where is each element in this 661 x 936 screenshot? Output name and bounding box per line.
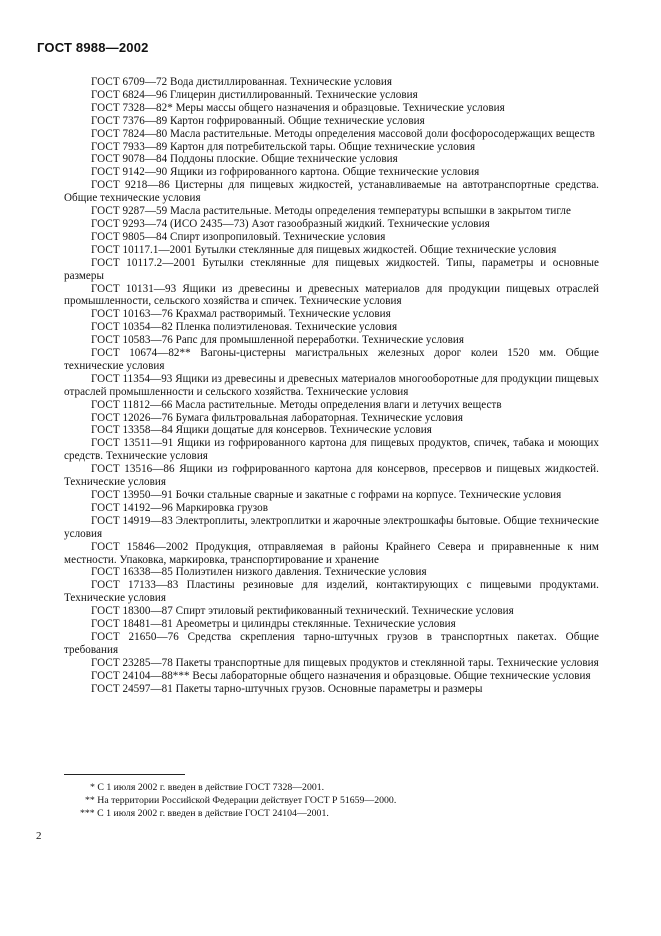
reference-item: ГОСТ 9218—86 Цистерны для пищевых жидкостей, устанавливаемые на автотранспортные средства. Общие технические условия xyxy=(64,179,599,205)
reference-item: ГОСТ 9287—59 Масла растительные. Методы определения температуры вспышки в закрытом тигле xyxy=(91,205,571,218)
reference-item: ГОСТ 15846—2002 Продукция, отправляемая в районы Крайнего Севера и приравненные к ним местности. Упаковка, маркировка, транспортирование и хранение xyxy=(64,540,599,566)
reference-item: ГОСТ 11354—93 Ящики из древесины и древесных материалов многооборотные для продукции пищевых отраслей промышленности и сельского хозяйства. Технические условия xyxy=(64,372,599,398)
reference-item: ГОСТ 7824—80 Масла растительные. Методы определения массовой доли фосфоросодержащих веществ xyxy=(91,127,595,140)
reference-item: ГОСТ 18481—81 Ареометры и цилиндры стеклянные. Технические условия xyxy=(91,618,456,631)
normative-references-list xyxy=(64,76,599,696)
reference-item: ГОСТ 9293—74 (ИСО 2435—73) Азот газообразный жидкий. Технические условия xyxy=(91,217,490,230)
reference-item: ГОСТ 10583—76 Рапс для промышленной переработки. Технические условия xyxy=(91,334,465,347)
reference-item: ГОСТ 10354—82 Пленка полиэтиленовая. Технические условия xyxy=(91,321,398,334)
reference-item: ГОСТ 10163—76 Крахмал растворимый. Технические условия xyxy=(91,308,391,321)
reference-item: ГОСТ 24104—88*** Весы лабораторные общего назначения и образцовые. Общие технические условия xyxy=(91,669,591,682)
reference-item: ГОСТ 7376—89 Картон гофрированный. Общие технические условия xyxy=(91,114,425,127)
reference-item: ГОСТ 18300—87 Спирт этиловый ректификованный технический. Технические условия xyxy=(91,605,514,618)
footnote-separator xyxy=(64,774,185,775)
reference-item: ГОСТ 12026—76 Бумага фильтровальная лабораторная. Технические условия xyxy=(91,411,464,424)
reference-item: ГОСТ 14919—83 Электроплиты, электроплитки и жарочные электрошкафы бытовые. Общие технические условия xyxy=(64,514,600,540)
reference-item: ГОСТ 10117.2—2001 Бутылки стеклянные для пищевых жидкостей. Типы, параметры и основные размеры xyxy=(64,256,599,282)
reference-item: ГОСТ 6709—72 Вода дистиллированная. Технические условия xyxy=(91,76,393,88)
reference-item: ГОСТ 13950—91 Бочки стальные сварные и закатные с гофрами на корпусе. Технические условия xyxy=(91,489,562,501)
reference-item: ГОСТ 9142—90 Ящики из гофрированного картона. Общие технические условия xyxy=(91,166,480,179)
reference-item: ГОСТ 6824—96 Глицерин дистиллированный. Технические условия xyxy=(91,88,418,101)
reference-item: ГОСТ 14192—96 Маркировка грузов xyxy=(91,501,268,514)
reference-item: ГОСТ 10674—82** Вагоны-цистерны магистральных железных дорог колеи 1520 мм. Общие технические условия xyxy=(64,347,599,372)
reference-item: ГОСТ 11812—66 Масла растительные. Методы определения влаги и летучих веществ xyxy=(91,398,502,411)
reference-item: ГОСТ 9805—84 Спирт изопропиловый. Технические условия xyxy=(91,230,386,243)
reference-item: ГОСТ 21650—76 Средства скрепления тарно-штучных грузов в транспортных пакетах. Общие требования xyxy=(64,630,599,656)
footnote: ** На территории Российской Федерации действует ГОСТ Р 51659—2000. xyxy=(85,795,397,806)
footnote: * С 1 июля 2002 г. введен в действие ГОСТ 7328—2001. xyxy=(90,782,325,793)
reference-item: ГОСТ 7933—89 Картон для потребительской тары. Общие технические условия xyxy=(91,140,476,153)
reference-item: ГОСТ 13511—91 Ящики из гофрированного картона для пищевых продуктов, спичек, табака и моющих средств. Технические условия xyxy=(64,437,599,463)
reference-item: ГОСТ 10131—93 Ящики из древесины и древесных материалов для продукции пищевых отраслей промышленности, сельского хозяйства и спичек. Технические условия xyxy=(64,282,599,308)
reference-item: ГОСТ 7328—82* Меры массы общего назначения и образцовые. Технические условия xyxy=(91,101,505,114)
reference-item: ГОСТ 10117.1—2001 Бутылки стеклянные для пищевых жидкостей. Общие технические условия xyxy=(91,243,557,256)
document-header: ГОСТ 8988—2002 xyxy=(37,40,149,55)
footnotes xyxy=(64,781,599,820)
reference-item: ГОСТ 9078—84 Поддоны плоские. Общие технические условия xyxy=(91,153,398,166)
reference-item: ГОСТ 13516—86 Ящики из гофрированного картона для консервов, пресервов и пищевых жидкостей. Технические условия xyxy=(64,463,599,489)
reference-item: ГОСТ 13358—84 Ящики дощатые для консервов. Технические условия xyxy=(91,424,432,437)
footnote: *** С 1 июля 2002 г. введен в действие ГОСТ 24104—2001. xyxy=(80,808,329,819)
reference-item: ГОСТ 24597—81 Пакеты тарно-штучных грузов. Основные параметры и размеры xyxy=(91,682,483,695)
reference-item: ГОСТ 23285—78 Пакеты транспортные для пищевых продуктов и стеклянной тары. Технические условия xyxy=(91,656,599,669)
reference-item: ГОСТ 16338—85 Полиэтилен низкого давления. Технические условия xyxy=(91,566,427,579)
reference-item: ГОСТ 17133—83 Пластины резиновые для изделий, контактирующих с пищевыми продуктами. Технические условия xyxy=(64,579,599,605)
page-number: 2 xyxy=(36,830,42,842)
